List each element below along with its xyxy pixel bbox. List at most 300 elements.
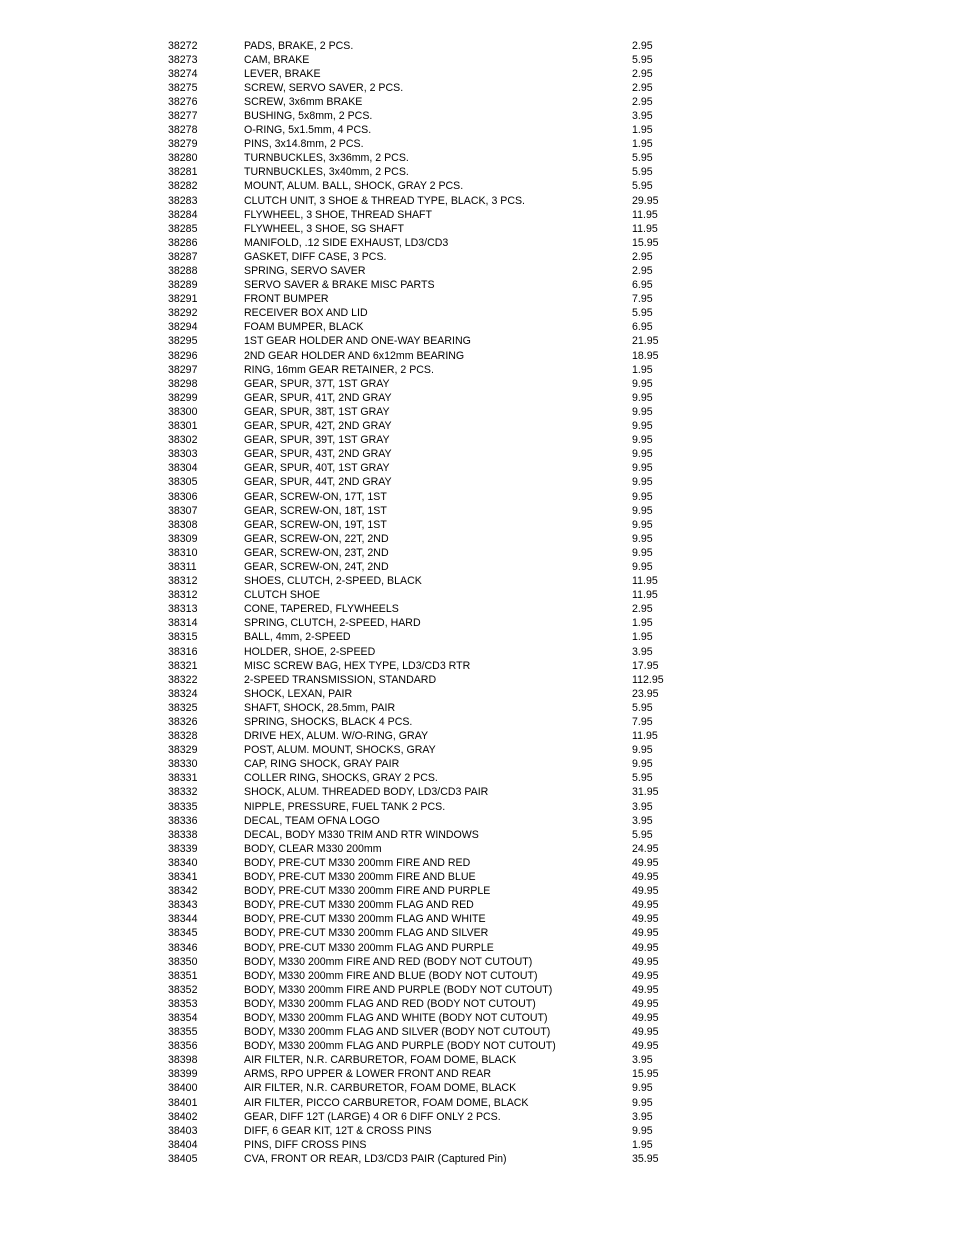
part-row bbox=[168, 95, 688, 109]
part-price: 1.95 bbox=[632, 617, 653, 630]
part-price: 9.95 bbox=[632, 405, 653, 418]
part-price: 5.95 bbox=[632, 166, 653, 179]
part-description: GEAR, SCREW-ON, 23T, 2ND bbox=[244, 546, 389, 559]
part-number: 38286 bbox=[168, 236, 198, 249]
part-description: CONE, TAPERED, FLYWHEELS bbox=[244, 603, 399, 616]
part-description: BODY, CLEAR M330 200mm bbox=[244, 842, 382, 855]
part-description: FRONT BUMPER bbox=[244, 293, 329, 306]
part-row bbox=[168, 490, 688, 504]
part-number: 38279 bbox=[168, 138, 198, 151]
part-price: 9.95 bbox=[632, 434, 653, 447]
part-price: 5.95 bbox=[632, 772, 653, 785]
part-number: 38355 bbox=[168, 1026, 198, 1039]
part-row bbox=[168, 39, 688, 53]
part-description: CVA, FRONT OR REAR, LD3/CD3 PAIR (Captured Pin) bbox=[244, 1152, 507, 1165]
part-row bbox=[168, 419, 688, 433]
part-price: 9.95 bbox=[632, 1082, 653, 1095]
part-number: 38276 bbox=[168, 95, 198, 108]
part-number: 38277 bbox=[168, 109, 198, 122]
part-price: 1.95 bbox=[632, 1138, 653, 1151]
part-price: 31.95 bbox=[632, 786, 659, 799]
part-number: 38288 bbox=[168, 265, 198, 277]
part-row bbox=[168, 194, 688, 208]
part-row bbox=[168, 659, 688, 673]
part-number: 38316 bbox=[168, 645, 198, 658]
part-number: 38294 bbox=[168, 321, 198, 334]
part-number: 38312 bbox=[168, 589, 198, 602]
part-description: TURNBUCKLES, 3x40mm, 2 PCS. bbox=[244, 166, 409, 179]
part-number: 38328 bbox=[168, 730, 198, 743]
part-price: 1.95 bbox=[632, 124, 653, 137]
part-number: 38309 bbox=[168, 532, 198, 545]
part-price: 49.95 bbox=[632, 856, 659, 869]
part-price: 2.95 bbox=[632, 81, 653, 94]
part-number: 38306 bbox=[168, 490, 198, 503]
part-number: 38312 bbox=[168, 575, 198, 588]
part-price: 49.95 bbox=[632, 1040, 659, 1053]
part-row bbox=[168, 1152, 688, 1166]
part-number: 38332 bbox=[168, 786, 198, 799]
part-price: 9.95 bbox=[632, 1124, 653, 1137]
part-row bbox=[168, 842, 688, 856]
part-row bbox=[168, 109, 688, 123]
part-number: 38282 bbox=[168, 180, 198, 193]
part-row bbox=[168, 264, 688, 278]
part-price: 2.95 bbox=[632, 265, 653, 277]
part-number: 38336 bbox=[168, 814, 198, 827]
part-description: POST, ALUM. MOUNT, SHOCKS, GRAY bbox=[244, 744, 436, 757]
part-row bbox=[168, 179, 688, 193]
part-row bbox=[168, 137, 688, 151]
part-description: SCREW, SERVO SAVER, 2 PCS. bbox=[244, 81, 404, 94]
part-description: FLYWHEEL, 3 SHOE, THREAD SHAFT bbox=[244, 208, 432, 221]
part-row bbox=[168, 222, 688, 236]
part-number: 38402 bbox=[168, 1110, 198, 1123]
part-row bbox=[168, 1096, 688, 1110]
part-row bbox=[168, 616, 688, 630]
part-description: SPRING, SHOCKS, BLACK 4 PCS. bbox=[244, 716, 413, 728]
part-description: PADS, BRAKE, 2 PCS. bbox=[244, 39, 354, 52]
part-description: AIR FILTER, PICCO CARBURETOR, FOAM DOME, BLACK bbox=[244, 1096, 529, 1109]
part-row bbox=[168, 363, 688, 377]
part-row bbox=[168, 165, 688, 179]
part-row bbox=[168, 701, 688, 715]
part-description: O-RING, 5x1.5mm, 4 PCS. bbox=[244, 124, 372, 137]
part-price: 49.95 bbox=[632, 983, 659, 996]
part-price: 9.95 bbox=[632, 476, 653, 489]
part-price: 15.95 bbox=[632, 236, 659, 249]
part-number: 38341 bbox=[168, 871, 198, 884]
part-row bbox=[168, 433, 688, 447]
part-price: 9.95 bbox=[632, 546, 653, 559]
part-number: 38353 bbox=[168, 997, 198, 1010]
part-row bbox=[168, 1011, 688, 1025]
part-description: GASKET, DIFF CASE, 3 PCS. bbox=[244, 250, 387, 263]
part-price: 2.95 bbox=[632, 39, 653, 52]
parts-list bbox=[168, 39, 688, 1167]
part-row bbox=[168, 800, 688, 814]
part-price: 23.95 bbox=[632, 687, 659, 700]
part-description: SHOCK, LEXAN, PAIR bbox=[244, 687, 353, 700]
part-number: 38311 bbox=[168, 560, 197, 573]
part-number: 38404 bbox=[168, 1138, 198, 1151]
part-row bbox=[168, 292, 688, 306]
part-row bbox=[168, 278, 688, 292]
part-price: 49.95 bbox=[632, 1011, 659, 1024]
part-number: 38350 bbox=[168, 955, 198, 968]
part-row bbox=[168, 349, 688, 363]
part-description: DECAL, TEAM OFNA LOGO bbox=[244, 814, 380, 827]
part-row bbox=[168, 1053, 688, 1067]
part-price: 49.95 bbox=[632, 969, 659, 982]
part-description: SERVO SAVER & BRAKE MISC PARTS bbox=[244, 279, 435, 292]
part-price: 1.95 bbox=[632, 363, 653, 376]
part-price: 18.95 bbox=[632, 349, 659, 362]
part-number: 38324 bbox=[168, 687, 198, 700]
part-row bbox=[168, 814, 688, 828]
part-number: 38281 bbox=[168, 166, 198, 179]
part-number: 38280 bbox=[168, 152, 198, 165]
part-row bbox=[168, 151, 688, 165]
part-number: 38342 bbox=[168, 885, 198, 898]
part-description: MANIFOLD, .12 SIDE EXHAUST, LD3/CD3 bbox=[244, 236, 449, 249]
part-price: 2.95 bbox=[632, 250, 653, 263]
part-number: 38335 bbox=[168, 800, 198, 813]
part-number: 38400 bbox=[168, 1082, 198, 1095]
part-row bbox=[168, 588, 688, 602]
part-number: 38296 bbox=[168, 349, 198, 362]
part-price: 9.95 bbox=[632, 448, 653, 461]
part-description: DECAL, BODY M330 TRIM AND RTR WINDOWS bbox=[244, 828, 479, 841]
part-description: GEAR, SPUR, 37T, 1ST GRAY bbox=[244, 377, 390, 390]
part-price: 5.95 bbox=[632, 180, 653, 193]
part-row bbox=[168, 1067, 688, 1081]
part-row bbox=[168, 856, 688, 870]
part-number: 38273 bbox=[168, 53, 198, 66]
part-row bbox=[168, 941, 688, 955]
part-price: 9.95 bbox=[632, 560, 653, 573]
part-row bbox=[168, 81, 688, 95]
part-row bbox=[168, 1039, 688, 1053]
part-number: 38272 bbox=[168, 39, 198, 52]
part-row bbox=[168, 236, 688, 250]
part-row bbox=[168, 715, 688, 729]
part-description: CAM, BRAKE bbox=[244, 53, 310, 66]
part-row bbox=[168, 306, 688, 320]
part-row bbox=[168, 518, 688, 532]
part-description: GEAR, SCREW-ON, 19T, 1ST bbox=[244, 518, 387, 531]
part-row bbox=[168, 828, 688, 842]
part-price: 9.95 bbox=[632, 1096, 653, 1109]
part-description: RECEIVER BOX AND LID bbox=[244, 307, 368, 320]
part-description: MISC SCREW BAG, HEX TYPE, LD3/CD3 RTR bbox=[244, 659, 471, 672]
part-number: 38310 bbox=[168, 546, 198, 559]
part-description: DRIVE HEX, ALUM. W/O-RING, GRAY bbox=[244, 730, 429, 743]
part-number: 38322 bbox=[168, 673, 198, 686]
part-description: BODY, PRE-CUT M330 200mm FLAG AND RED bbox=[244, 899, 474, 912]
part-number: 38338 bbox=[168, 828, 198, 841]
part-description: GEAR, SPUR, 43T, 2ND GRAY bbox=[244, 448, 392, 461]
part-description: GEAR, SCREW-ON, 24T, 2ND bbox=[244, 560, 389, 573]
part-price: 112.95 bbox=[632, 673, 664, 686]
part-number: 38315 bbox=[168, 631, 198, 644]
part-row bbox=[168, 785, 688, 799]
part-row bbox=[168, 250, 688, 264]
part-number: 38292 bbox=[168, 307, 198, 320]
part-number: 38340 bbox=[168, 856, 198, 869]
part-price: 11.95 bbox=[632, 589, 658, 602]
part-price: 7.95 bbox=[632, 293, 653, 306]
part-number: 38307 bbox=[168, 504, 198, 517]
part-number: 38405 bbox=[168, 1152, 198, 1165]
part-description: BODY, PRE-CUT M330 200mm FIRE AND RED bbox=[244, 856, 471, 869]
part-description: GEAR, DIFF 12T (LARGE) 4 OR 6 DIFF ONLY 2 PCS. bbox=[244, 1110, 501, 1123]
part-price: 3.95 bbox=[632, 800, 653, 813]
part-price: 5.95 bbox=[632, 53, 653, 66]
part-number: 38330 bbox=[168, 758, 198, 771]
part-row bbox=[168, 208, 688, 222]
part-description: GEAR, SPUR, 39T, 1ST GRAY bbox=[244, 434, 390, 447]
part-number: 38289 bbox=[168, 279, 198, 292]
part-number: 38284 bbox=[168, 208, 198, 221]
part-description: GEAR, SPUR, 40T, 1ST GRAY bbox=[244, 462, 390, 475]
part-number: 38343 bbox=[168, 899, 198, 912]
part-price: 49.95 bbox=[632, 885, 659, 898]
part-description: BODY, PRE-CUT M330 200mm FLAG AND SILVER bbox=[244, 927, 489, 940]
part-row bbox=[168, 630, 688, 644]
part-price: 5.95 bbox=[632, 307, 653, 320]
part-row bbox=[168, 1138, 688, 1152]
part-description: GEAR, SPUR, 42T, 2ND GRAY bbox=[244, 420, 392, 433]
part-row bbox=[168, 461, 688, 475]
part-price: 2.95 bbox=[632, 67, 653, 80]
part-description: 2ND GEAR HOLDER AND 6x12mm BEARING bbox=[244, 349, 465, 362]
part-price: 49.95 bbox=[632, 1026, 659, 1039]
part-description: 1ST GEAR HOLDER AND ONE-WAY BEARING bbox=[244, 335, 471, 348]
part-row bbox=[168, 757, 688, 771]
part-description: SHOCK, ALUM. THREADED BODY, LD3/CD3 PAIR bbox=[244, 786, 489, 799]
part-number: 38278 bbox=[168, 124, 198, 137]
part-number: 38329 bbox=[168, 744, 198, 757]
part-description: COLLER RING, SHOCKS, GRAY 2 PCS. bbox=[244, 772, 438, 785]
part-number: 38326 bbox=[168, 716, 198, 728]
part-description: BODY, M330 200mm FLAG AND PURPLE (BODY NOT CUTOUT) bbox=[244, 1040, 556, 1053]
part-number: 38403 bbox=[168, 1124, 198, 1137]
part-description: BUSHING, 5x8mm, 2 PCS. bbox=[244, 109, 373, 122]
part-number: 38291 bbox=[168, 293, 198, 306]
part-number: 38283 bbox=[168, 194, 198, 207]
part-price: 6.95 bbox=[632, 321, 653, 334]
part-description: BODY, M330 200mm FLAG AND SILVER (BODY NOT CUTOUT) bbox=[244, 1026, 551, 1039]
part-price: 2.95 bbox=[632, 95, 653, 108]
part-price: 49.95 bbox=[632, 955, 659, 968]
part-row bbox=[168, 574, 688, 588]
part-number: 38303 bbox=[168, 448, 198, 461]
part-description: BODY, M330 200mm FIRE AND PURPLE (BODY NOT CUTOUT) bbox=[244, 983, 553, 996]
part-description: RING, 16mm GEAR RETAINER, 2 PCS. bbox=[244, 363, 434, 376]
part-price: 9.95 bbox=[632, 391, 653, 404]
part-price: 9.95 bbox=[632, 377, 653, 390]
part-number: 38321 bbox=[168, 659, 198, 672]
part-number: 38275 bbox=[168, 81, 198, 94]
part-price: 9.95 bbox=[632, 744, 653, 757]
part-price: 24.95 bbox=[632, 842, 659, 855]
part-number: 38331 bbox=[168, 772, 198, 785]
part-row bbox=[168, 391, 688, 405]
part-number: 38295 bbox=[168, 335, 198, 348]
part-price: 9.95 bbox=[632, 532, 653, 545]
part-description: PINS, 3x14.8mm, 2 PCS. bbox=[244, 138, 364, 151]
part-description: 2-SPEED TRANSMISSION, STANDARD bbox=[244, 673, 437, 686]
part-number: 38345 bbox=[168, 927, 198, 940]
part-number: 38344 bbox=[168, 913, 198, 926]
part-price: 11.95 bbox=[632, 222, 658, 235]
part-price: 9.95 bbox=[632, 462, 653, 475]
part-price: 49.95 bbox=[632, 913, 659, 926]
part-description: BODY, PRE-CUT M330 200mm FIRE AND BLUE bbox=[244, 871, 476, 884]
part-price: 6.95 bbox=[632, 279, 653, 292]
part-description: LEVER, BRAKE bbox=[244, 67, 321, 80]
part-number: 38313 bbox=[168, 603, 198, 616]
part-number: 38304 bbox=[168, 462, 198, 475]
part-description: AIR FILTER, N.R. CARBURETOR, FOAM DOME, BLACK bbox=[244, 1082, 517, 1095]
part-price: 3.95 bbox=[632, 1110, 653, 1123]
part-row bbox=[168, 1025, 688, 1039]
part-row bbox=[168, 645, 688, 659]
part-description: SPRING, CLUTCH, 2-SPEED, HARD bbox=[244, 617, 421, 630]
part-row bbox=[168, 504, 688, 518]
part-price: 5.95 bbox=[632, 828, 653, 841]
part-row bbox=[168, 123, 688, 137]
part-row bbox=[168, 546, 688, 560]
part-price: 49.95 bbox=[632, 941, 659, 954]
part-row bbox=[168, 405, 688, 419]
part-description: ARMS, RPO UPPER & LOWER FRONT AND REAR bbox=[244, 1068, 492, 1081]
part-number: 38314 bbox=[168, 617, 198, 630]
part-description: TURNBUCKLES, 3x36mm, 2 PCS. bbox=[244, 152, 409, 165]
part-price: 35.95 bbox=[632, 1152, 659, 1165]
part-description: MOUNT, ALUM. BALL, SHOCK, GRAY 2 PCS. bbox=[244, 180, 464, 193]
part-row bbox=[168, 377, 688, 391]
part-description: GEAR, SPUR, 38T, 1ST GRAY bbox=[244, 405, 390, 418]
part-price: 11.95 bbox=[632, 575, 658, 588]
part-row bbox=[168, 1081, 688, 1095]
part-row bbox=[168, 870, 688, 884]
part-description: CAP, RING SHOCK, GRAY PAIR bbox=[244, 758, 400, 771]
part-description: BALL, 4mm, 2-SPEED bbox=[244, 631, 351, 644]
part-price: 1.95 bbox=[632, 631, 653, 644]
part-description: BODY, M330 200mm FIRE AND BLUE (BODY NOT CUTOUT) bbox=[244, 969, 538, 982]
part-price: 11.95 bbox=[632, 730, 658, 743]
part-description: BODY, M330 200mm FIRE AND RED (BODY NOT CUTOUT) bbox=[244, 955, 533, 968]
part-row bbox=[168, 532, 688, 546]
part-row bbox=[168, 743, 688, 757]
part-description: BODY, PRE-CUT M330 200mm FLAG AND WHITE bbox=[244, 913, 486, 926]
part-price: 29.95 bbox=[632, 194, 659, 207]
part-description: SCREW, 3x6mm BRAKE bbox=[244, 95, 363, 108]
part-price: 49.95 bbox=[632, 899, 659, 912]
part-price: 15.95 bbox=[632, 1068, 659, 1081]
part-price: 5.95 bbox=[632, 152, 653, 165]
part-description: CLUTCH SHOE bbox=[244, 589, 320, 602]
part-number: 38297 bbox=[168, 363, 198, 376]
part-description: BODY, PRE-CUT M330 200mm FLAG AND PURPLE bbox=[244, 941, 494, 954]
part-price: 11.95 bbox=[632, 208, 658, 221]
part-description: GEAR, SCREW-ON, 22T, 2ND bbox=[244, 532, 389, 545]
part-row bbox=[168, 912, 688, 926]
part-description: GEAR, SCREW-ON, 18T, 1ST bbox=[244, 504, 387, 517]
part-number: 38398 bbox=[168, 1054, 198, 1067]
part-price: 2.95 bbox=[632, 603, 653, 616]
part-row bbox=[168, 602, 688, 616]
part-description: HOLDER, SHOE, 2-SPEED bbox=[244, 645, 376, 658]
part-row bbox=[168, 729, 688, 743]
part-row bbox=[168, 320, 688, 334]
part-price: 5.95 bbox=[632, 701, 653, 714]
part-price: 3.95 bbox=[632, 814, 653, 827]
part-description: GEAR, SPUR, 44T, 2ND GRAY bbox=[244, 476, 392, 489]
part-price: 9.95 bbox=[632, 518, 653, 531]
part-description: CLUTCH UNIT, 3 SHOE & THREAD TYPE, BLACK, 3 PCS. bbox=[244, 194, 526, 207]
part-description: FOAM BUMPER, BLACK bbox=[244, 321, 364, 334]
part-description: NIPPLE, PRESSURE, FUEL TANK 2 PCS. bbox=[244, 800, 446, 813]
part-description: BODY, M330 200mm FLAG AND WHITE (BODY NOT CUTOUT) bbox=[244, 1011, 548, 1024]
part-row bbox=[168, 673, 688, 687]
part-row bbox=[168, 53, 688, 67]
part-number: 38285 bbox=[168, 222, 198, 235]
part-price: 1.95 bbox=[632, 138, 653, 151]
part-number: 38325 bbox=[168, 701, 198, 714]
part-description: FLYWHEEL, 3 SHOE, SG SHAFT bbox=[244, 222, 404, 235]
part-number: 38354 bbox=[168, 1011, 198, 1024]
part-price: 21.95 bbox=[632, 335, 659, 348]
part-number: 38274 bbox=[168, 67, 198, 80]
part-price: 49.95 bbox=[632, 927, 659, 940]
part-row bbox=[168, 969, 688, 983]
part-number: 38339 bbox=[168, 842, 198, 855]
part-price: 7.95 bbox=[632, 716, 653, 728]
part-price: 3.95 bbox=[632, 109, 653, 122]
part-number: 38287 bbox=[168, 250, 198, 263]
part-price: 9.95 bbox=[632, 504, 653, 517]
part-row bbox=[168, 955, 688, 969]
part-row bbox=[168, 334, 688, 348]
part-row bbox=[168, 884, 688, 898]
part-number: 38301 bbox=[168, 420, 198, 433]
part-number: 38305 bbox=[168, 476, 198, 489]
part-row bbox=[168, 771, 688, 785]
part-description: GEAR, SPUR, 41T, 2ND GRAY bbox=[244, 391, 392, 404]
part-price: 49.95 bbox=[632, 871, 659, 884]
part-price: 9.95 bbox=[632, 420, 653, 433]
part-number: 38356 bbox=[168, 1040, 198, 1053]
part-description: GEAR, SCREW-ON, 17T, 1ST bbox=[244, 490, 387, 503]
part-number: 38346 bbox=[168, 941, 198, 954]
part-number: 38352 bbox=[168, 983, 198, 996]
part-number: 38399 bbox=[168, 1068, 198, 1081]
part-row bbox=[168, 687, 688, 701]
part-description: DIFF, 6 GEAR KIT, 12T & CROSS PINS bbox=[244, 1124, 432, 1137]
part-number: 38308 bbox=[168, 518, 198, 531]
part-description: SHAFT, SHOCK, 28.5mm, PAIR bbox=[244, 701, 396, 714]
part-row bbox=[168, 926, 688, 940]
part-price: 3.95 bbox=[632, 1054, 653, 1067]
part-number: 38298 bbox=[168, 377, 198, 390]
part-description: BODY, PRE-CUT M330 200mm FIRE AND PURPLE bbox=[244, 885, 491, 898]
part-price: 3.95 bbox=[632, 645, 653, 658]
part-number: 38299 bbox=[168, 391, 198, 404]
part-price: 49.95 bbox=[632, 997, 659, 1010]
